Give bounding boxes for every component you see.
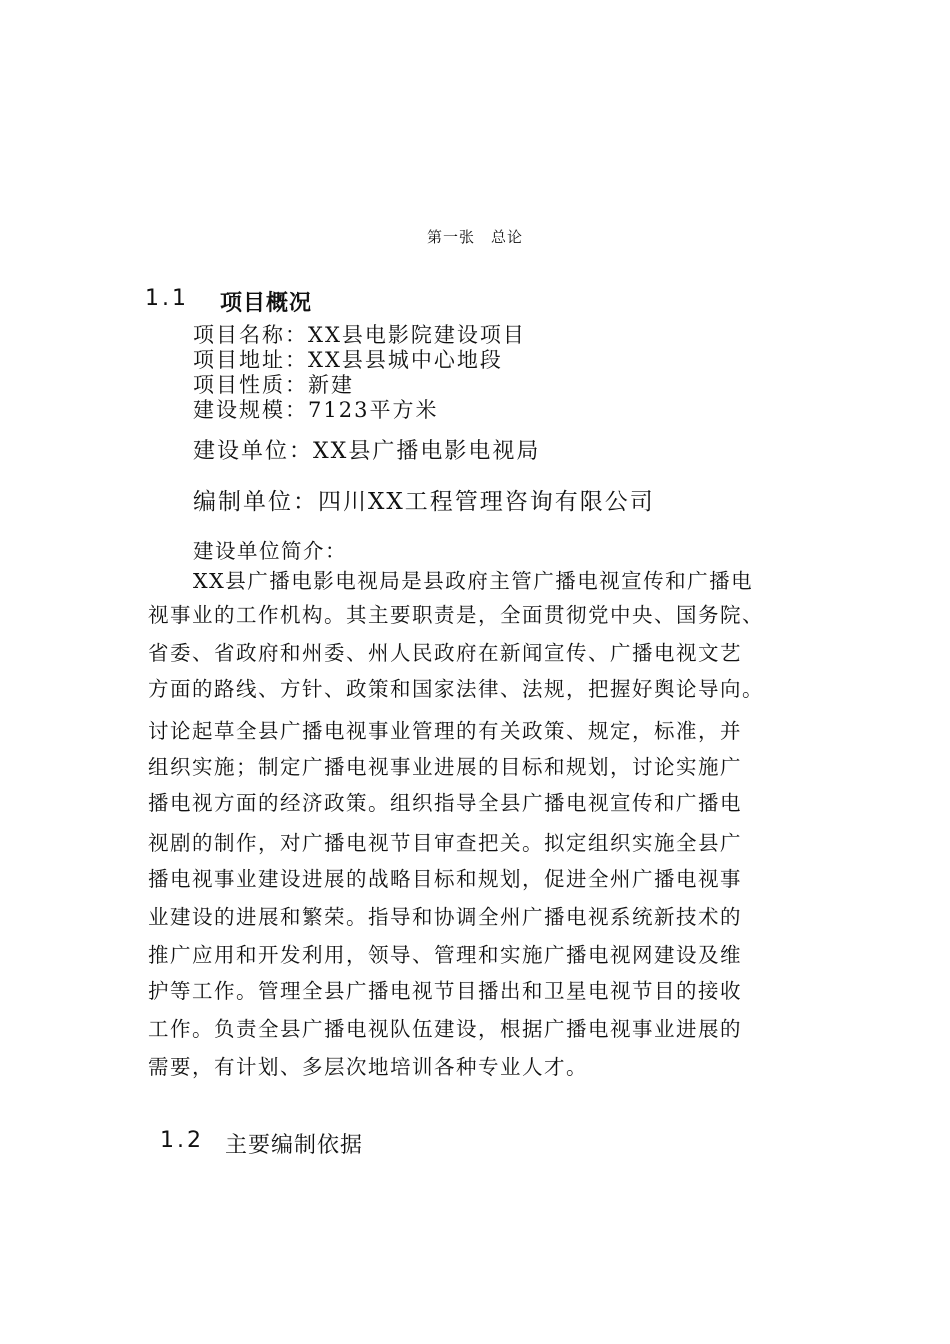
compiling-unit: 编制单位：四川XX工程管理咨询有限公司 xyxy=(193,489,655,515)
intro-line: 视事业的工作机构。其主要职责是，全面贯彻党中央、国务院、 xyxy=(148,603,764,627)
project-scale: 建设规模：7123平方米 xyxy=(193,398,439,422)
intro-line: 播电视事业建设进展的战略目标和规划，促进全州广播电视事 xyxy=(148,867,742,891)
intro-paragraph xyxy=(148,564,803,1094)
section-2-number: 1.2 xyxy=(160,1128,204,1153)
intro-line: 组织实施；制定广播电视事业进展的目标和规划，讨论实施广 xyxy=(148,755,742,779)
project-name: 项目名称：XX县电影院建设项目 xyxy=(193,323,526,347)
section-2-title: 主要编制依据 xyxy=(225,1133,364,1158)
intro-line: 省委、省政府和州委、州人民政府在新闻宣传、广播电视文艺 xyxy=(148,641,742,665)
intro-line: 工作。负责全县广播电视队伍建设，根据广播电视事业进展的 xyxy=(148,1017,742,1041)
intro-line: 护等工作。管理全县广播电视节目播出和卫星电视节目的接收 xyxy=(148,979,742,1003)
project-address: 项目地址：XX县县城中心地段 xyxy=(193,348,503,372)
construction-unit: 建设单位：XX县广播电影电视局 xyxy=(193,439,541,464)
intro-heading: 建设单位简介： xyxy=(193,539,347,563)
intro-line: 方面的路线、方针、政策和国家法律、法规，把握好舆论导向。 xyxy=(148,677,764,701)
chapter-title: 第一张 总论 xyxy=(426,228,523,246)
intro-line: XX县广播电影电视局是县政府主管广播电视宣传和广播电 xyxy=(193,569,754,593)
intro-line: 需要，有计划、多层次地培训各种专业人才。 xyxy=(148,1055,588,1079)
intro-line: 业建设的进展和繁荣。指导和协调全州广播电视系统新技术的 xyxy=(148,905,742,929)
intro-line: 推广应用和开发利用，领导、管理和实施广播电视网建设及维 xyxy=(148,943,742,967)
section-1-title: 项目概况 xyxy=(220,291,313,316)
section-1-number: 1.1 xyxy=(145,286,189,311)
intro-line: 播电视方面的经济政策。组织指导全县广播电视宣传和广播电 xyxy=(148,791,742,815)
project-nature: 项目性质：新建 xyxy=(193,373,354,397)
intro-line: 视剧的制作，对广播电视节目审查把关。拟定组织实施全县广 xyxy=(148,831,742,855)
intro-line: 讨论起草全县广播电视事业管理的有关政策、规定，标准，并 xyxy=(148,719,742,743)
